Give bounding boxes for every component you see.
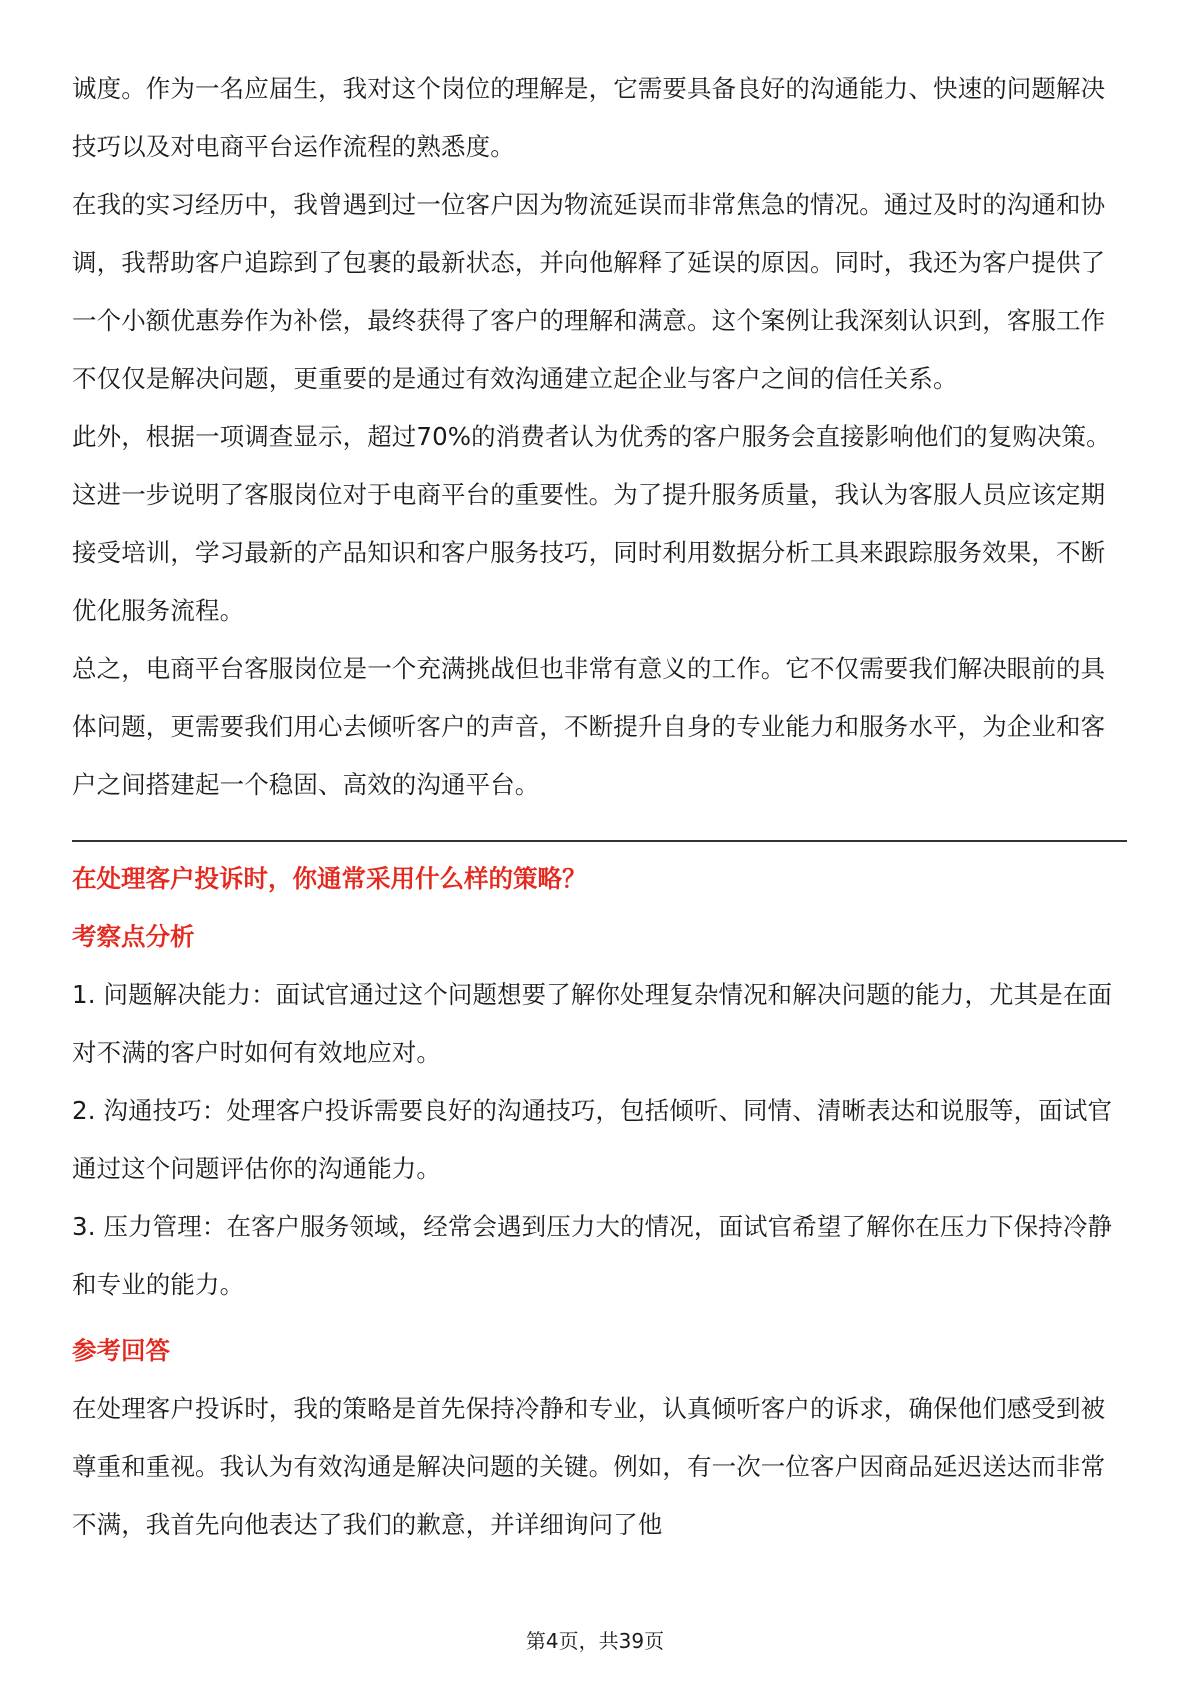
analysis-item: 1. 问题解决能力：面试官通过这个问题想要了解你处理复杂情况和解决问题的能力，尤其是在面对不满的客户时如何有效地应对。: [72, 980, 1113, 1067]
intro-paragraph: 在我的实习经历中，我曾遇到过一位客户因为物流延误而非常焦急的情况。通过及时的沟通和协调，我帮助客户追踪到了包裹的最新状态，并向他解释了延误的原因。同时，我还为客户提供了一个小额优惠券作为补偿，最终获得了客户的理解和满意。这个案例让我深刻认识到，客服工作不仅仅是解决问题，更重要的是通过有效沟通建立起企业与客户之间的信任关系。: [72, 190, 1106, 393]
section-divider: [72, 840, 1127, 842]
intro-paragraph: 总之，电商平台客服岗位是一个充满挑战但也非常有意义的工作。它不仅需要我们解决眼前的具体问题，更需要我们用心去倾听客户的声音，不断提升自身的专业能力和服务水平，为企业和客户之间搭建起一个稳固、高效的沟通平台。: [72, 654, 1106, 799]
analysis-item: 3. 压力管理：在客户服务领域，经常会遇到压力大的情况，面试官希望了解你在压力下保持冷静和专业的能力。: [72, 1212, 1113, 1299]
document-body: [72, 60, 1127, 1554]
intro-paragraph: 诚度。作为一名应届生，我对这个岗位的理解是，它需要具备良好的沟通能力、快速的问题解决技巧以及对电商平台运作流程的熟悉度。: [72, 74, 1106, 161]
interview-question: 在处理客户投诉时，你通常采用什么样的策略？: [72, 864, 587, 893]
answer-paragraph: 在处理客户投诉时，我的策略是首先保持冷静和专业，认真倾听客户的诉求，确保他们感受到被尊重和重视。我认为有效沟通是解决问题的关键。例如，有一次一位客户因商品延迟送达而非常不满，我首先向他表达了我们的歉意，并详细询问了他: [72, 1394, 1106, 1539]
intro-paragraph: 此外，根据一项调查显示，超过70%的消费者认为优秀的客户服务会直接影响他们的复购决策。这进一步说明了客服岗位对于电商平台的重要性。为了提升服务质量，我认为客服人员应该定期接受培训，学习最新的产品知识和客户服务技巧，同时利用数据分析工具来跟踪服务效果，不断优化服务流程。: [72, 422, 1111, 625]
page-number: 第4页，共39页: [525, 1629, 665, 1653]
answer-heading: 参考回答: [72, 1336, 170, 1365]
analysis-item: 2. 沟通技巧：处理客户投诉需要良好的沟通技巧，包括倾听、同情、清晰表达和说服等，面试官通过这个问题评估你的沟通能力。: [72, 1096, 1113, 1183]
analysis-heading: 考察点分析: [72, 922, 195, 951]
